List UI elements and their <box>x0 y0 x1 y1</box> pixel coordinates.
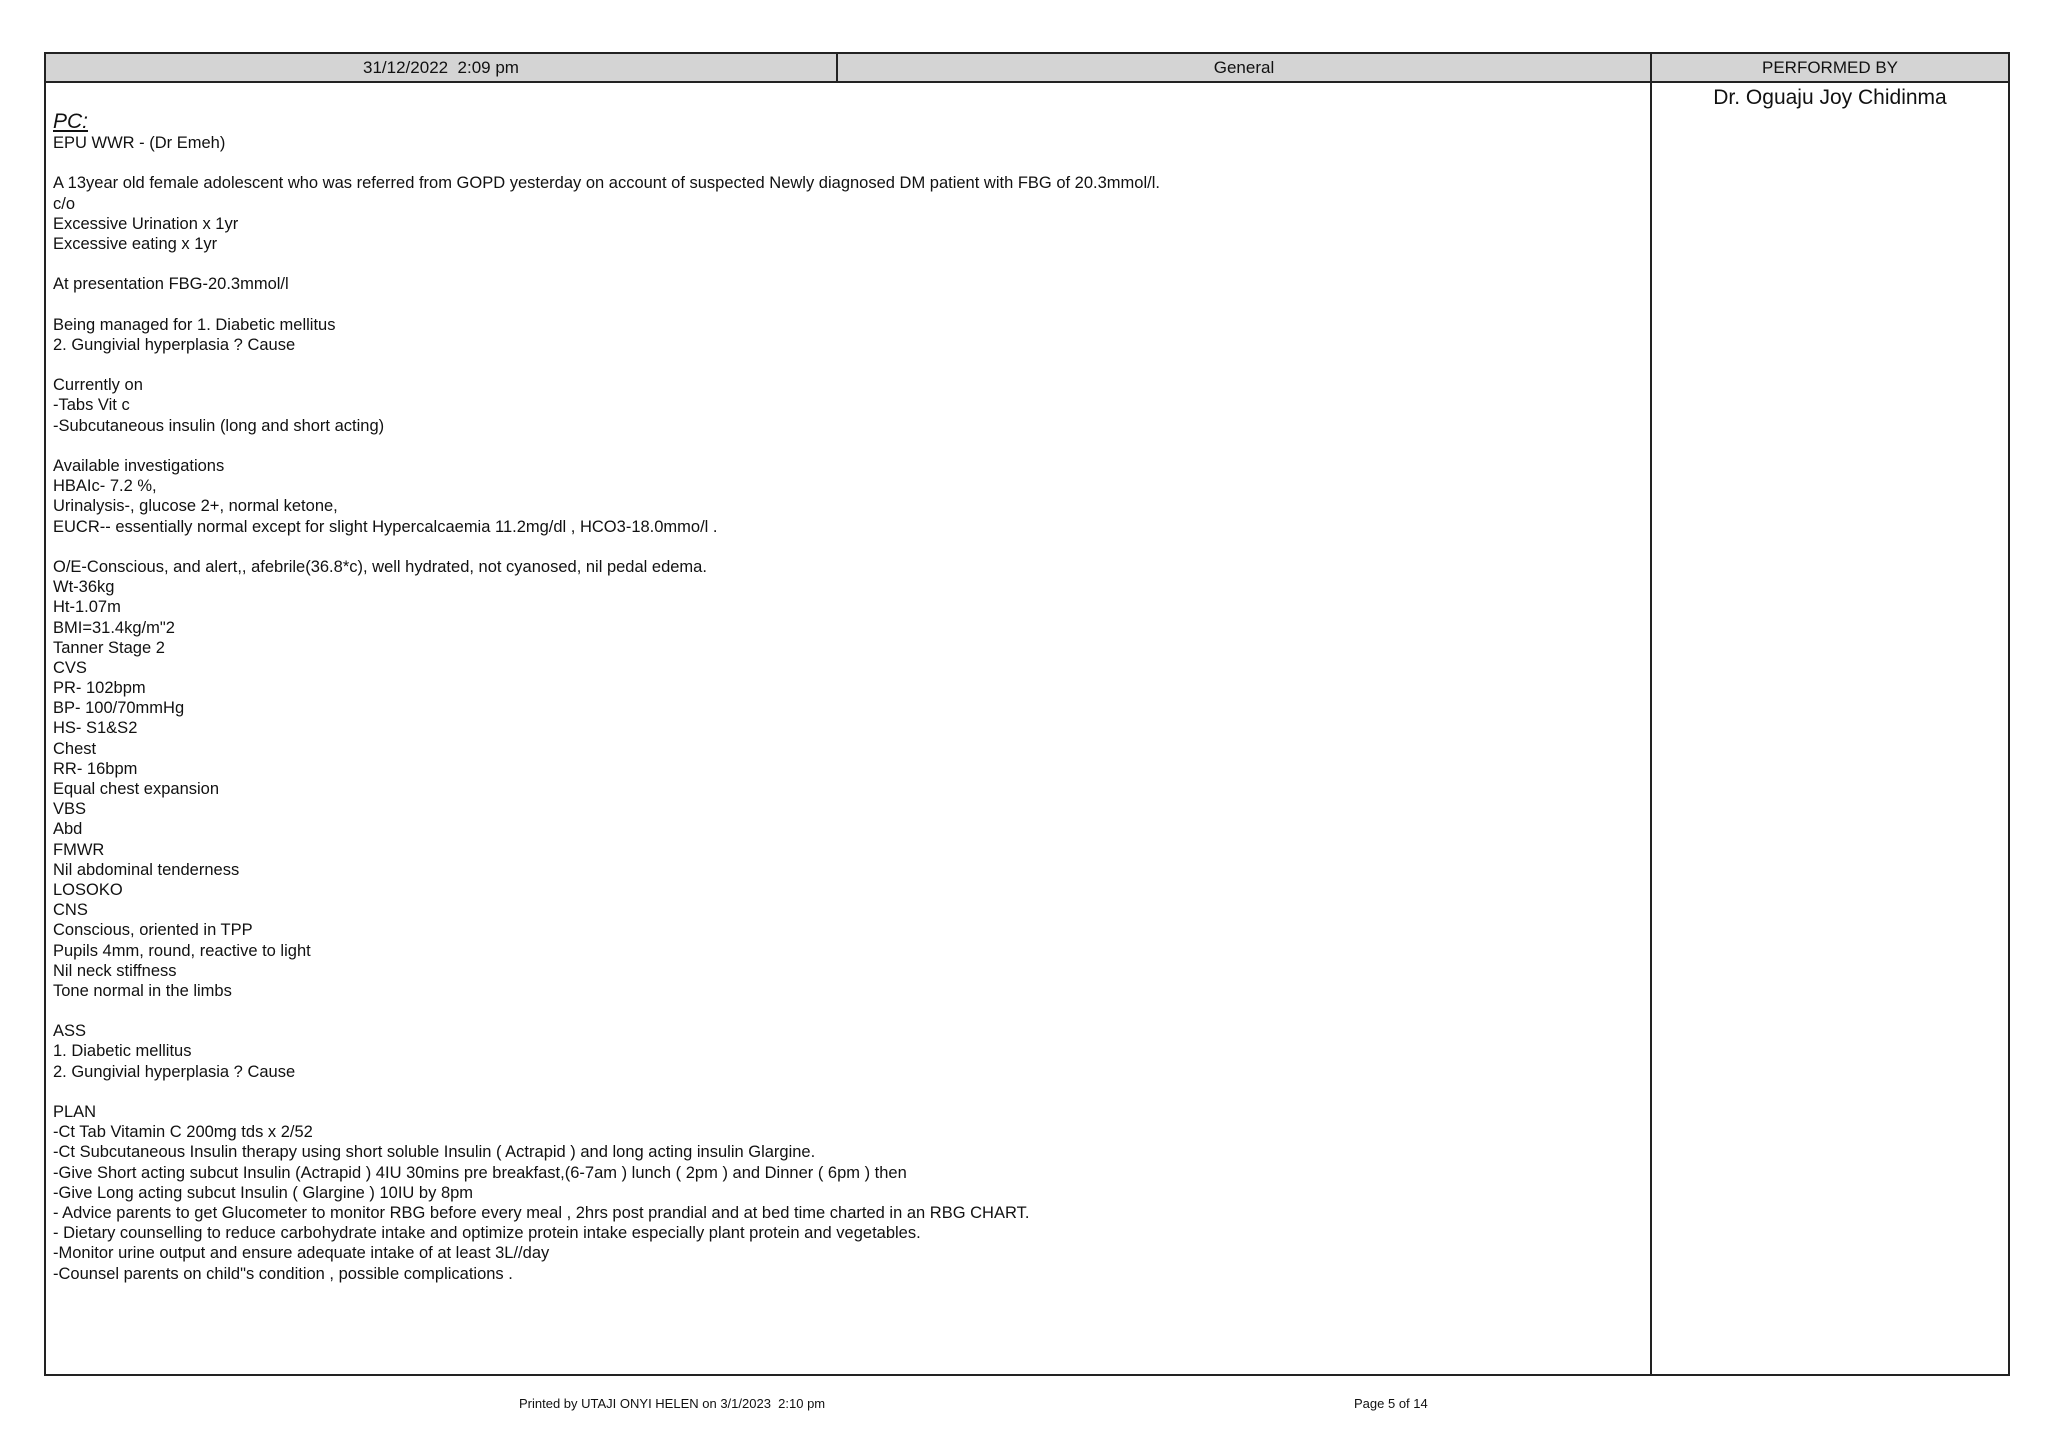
record-category: General <box>838 54 1652 81</box>
blank-line <box>53 1001 1650 1021</box>
clinical-note-lines <box>53 133 1650 1284</box>
note-line: c/o <box>53 194 76 213</box>
printed-by-footer: Printed by UTAJI ONYI HELEN on 3/1/2023 2:10 pm <box>519 1396 826 1411</box>
note-line: - Dietary counselling to reduce carbohydrate intake and optimize protein intake especially plant protein and vegetables. <box>53 1224 921 1243</box>
note-line: HS- S1&S2 <box>53 719 138 738</box>
note-line: -Ct Tab Vitamin C 200mg tds x 2/52 <box>53 1123 313 1142</box>
note-line: Nil neck stiffness <box>53 961 177 980</box>
note-line: BMI=31.4kg/m"2 <box>53 618 175 637</box>
blank-line <box>53 254 1650 274</box>
note-line: -Give Long acting subcut Insulin ( Glargine ) 10IU by 8pm <box>53 1183 474 1202</box>
performer-name: Dr. Oguaju Joy Chidinma <box>1713 86 1947 109</box>
table-body-row <box>46 83 2008 1374</box>
blank-line <box>53 295 1650 315</box>
note-line: CNS <box>53 901 88 920</box>
note-line: Ht-1.07m <box>53 598 121 617</box>
blank-line <box>53 153 1650 173</box>
note-line: FMWR <box>53 840 105 859</box>
blank-line <box>53 436 1650 456</box>
note-line: -Counsel parents on child"s condition , possible complications . <box>53 1264 513 1283</box>
note-line: Excessive Urination x 1yr <box>53 214 239 233</box>
note-line: Currently on <box>53 376 143 395</box>
note-line: -Tabs Vit c <box>53 396 130 415</box>
record-date-time: 31/12/2022 2:09 pm <box>46 54 838 81</box>
note-line: O/E-Conscious, and alert,, afebrile(36.8*c), well hydrated, not cyanosed, nil pedal edema. <box>53 557 707 576</box>
note-line: At presentation FBG-20.3mmol/l <box>53 275 289 294</box>
note-line: Available investigations <box>53 457 225 475</box>
note-line: -Monitor urine output and ensure adequate intake of at least 3L//day <box>53 1244 550 1263</box>
note-line: Nil abdominal tenderness <box>53 860 240 879</box>
note-line: RR- 16bpm <box>53 759 138 778</box>
note-line: A 13year old female adolescent who was referred from GOPD yesterday on account of suspected Newly diagnosed DM patient with FBG of 20.3mmol/l. <box>53 174 1160 193</box>
note-line: Equal chest expansion <box>53 780 220 798</box>
note-line: Abd <box>53 820 83 839</box>
note-line: -Ct Subcutaneous Insulin therapy using short soluble Insulin ( Actrapid ) and long acting insulin Glargine. <box>53 1143 816 1162</box>
note-line: Urinalysis-, glucose 2+, normal ketone, <box>53 497 338 516</box>
note-line: 2. Gungivial hyperplasia ? Cause <box>53 1062 296 1081</box>
note-line: Being managed for 1. Diabetic mellitus <box>53 315 336 334</box>
note-line: -Subcutaneous insulin (long and short acting) <box>53 416 385 435</box>
table-header-row <box>46 54 2008 83</box>
blank-line <box>53 537 1650 557</box>
note-line: Chest <box>53 739 97 758</box>
performed-by-label: PERFORMED BY <box>1761 57 1899 77</box>
performer-cell <box>1652 83 2008 1374</box>
note-line: EUCR-- essentially normal except for slight Hypercalcaemia 11.2mg/dl , HCO3-18.0mmo/l . <box>53 517 718 536</box>
note-line: - Advice parents to get Glucometer to monitor RBG before every meal , 2hrs post prandial and at bed time charted in an RBG CHART. <box>53 1203 1030 1222</box>
blank-line <box>53 1082 1650 1102</box>
note-line: Excessive eating x 1yr <box>53 234 218 253</box>
note-line: CVS <box>53 658 87 677</box>
blank-line <box>53 355 1650 375</box>
note-line: LOSOKO <box>53 880 123 899</box>
presenting-complaint-heading: PC: <box>53 110 89 133</box>
note-line: -Give Short acting subcut Insulin (Actrapid ) 4IU 30mins pre breakfast,(6-7am ) lunch ( 2pm ) and Dinner ( 6pm ) then <box>53 1163 907 1182</box>
note-line: Tanner Stage 2 <box>53 638 165 657</box>
note-line: EPU WWR - (Dr Emeh) <box>53 134 226 152</box>
note-line: Tone normal in the limbs <box>53 981 232 1000</box>
note-line: 2. Gungivial hyperplasia ? Cause <box>53 335 296 354</box>
note-line: Wt-36kg <box>53 578 115 597</box>
note-line: ASS <box>53 1022 87 1041</box>
clinical-notes-cell <box>46 83 1652 1374</box>
note-line: PLAN <box>53 1103 97 1121</box>
note-line: 1. Diabetic mellitus <box>53 1042 192 1061</box>
note-line: Pupils 4mm, round, reactive to light <box>53 941 311 960</box>
note-line: BP- 100/70mmHg <box>53 699 185 718</box>
note-line: Conscious, oriented in TPP <box>53 921 253 940</box>
note-line: PR- 102bpm <box>53 679 146 698</box>
note-line: VBS <box>53 800 87 819</box>
clinical-record-table <box>44 52 2010 1376</box>
note-line: HBAIc- 7.2 %, <box>53 477 157 496</box>
page-number-footer: Page 5 of 14 <box>1354 1396 1428 1411</box>
